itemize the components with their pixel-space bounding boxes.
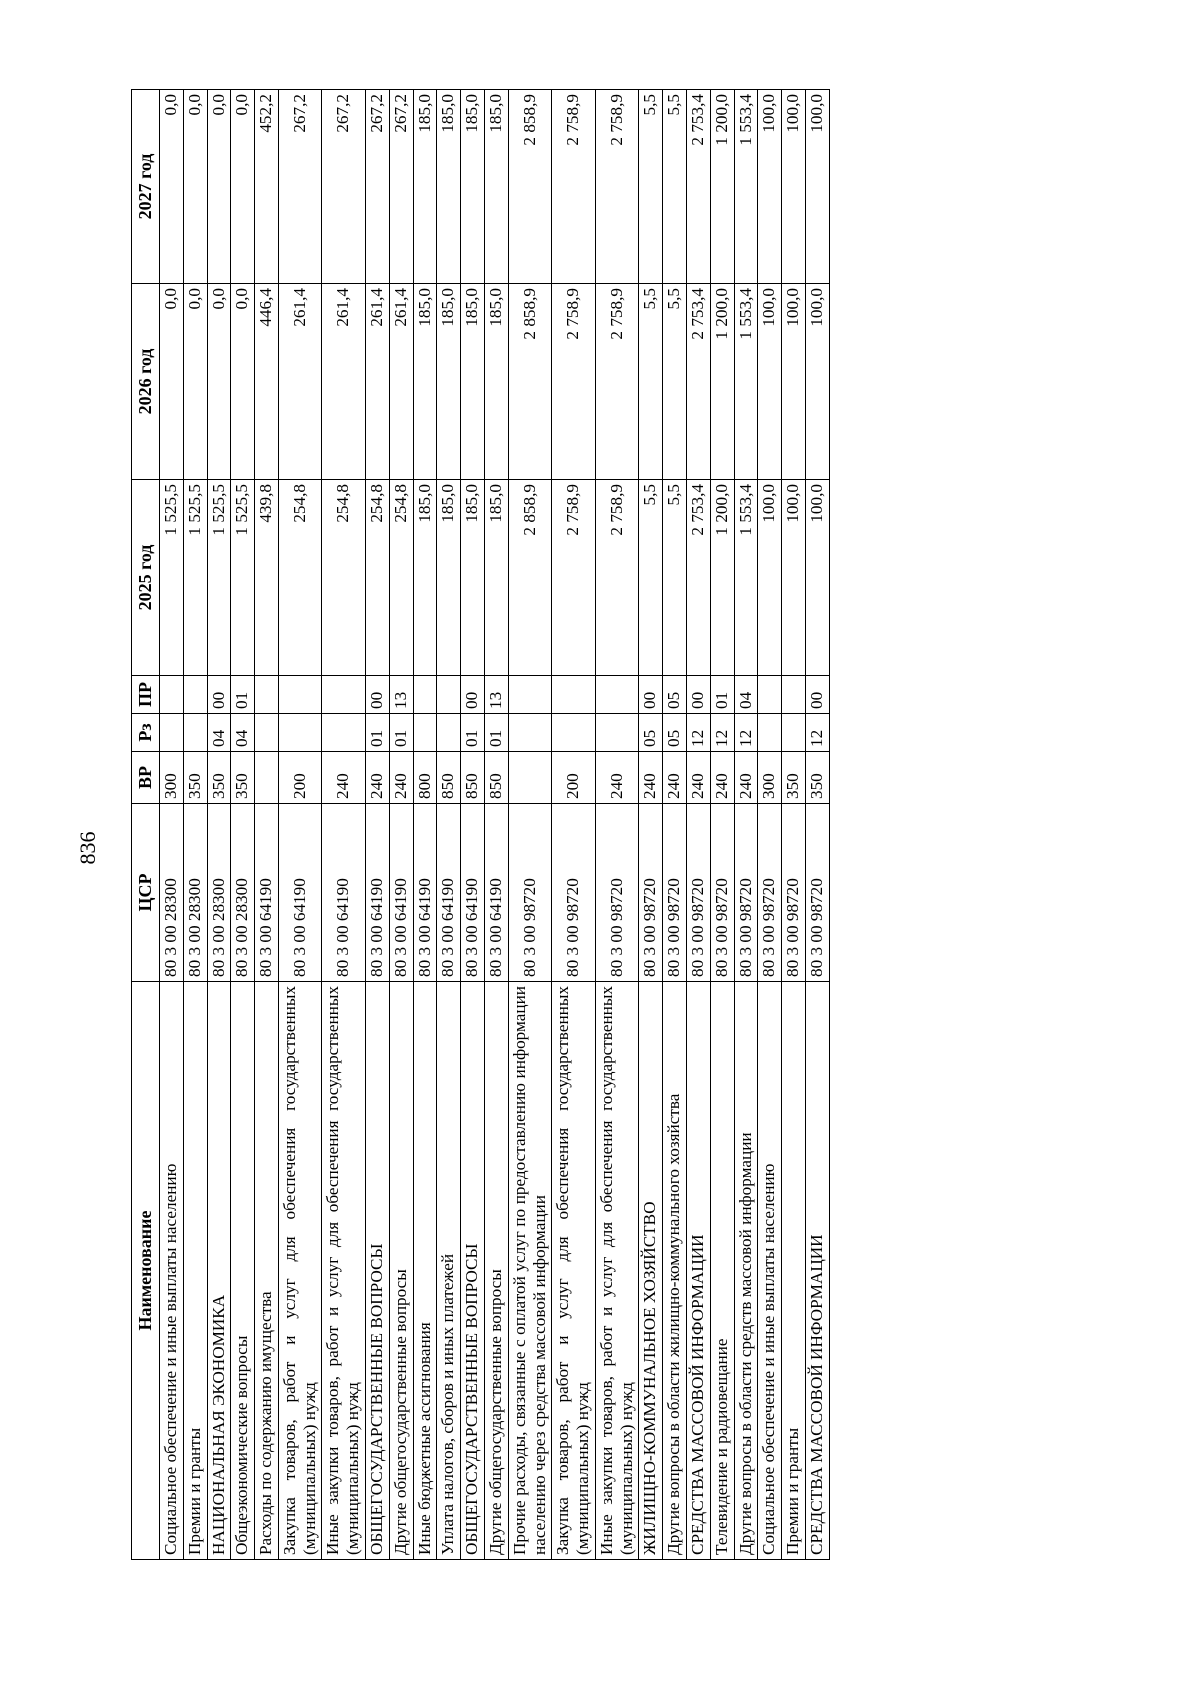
cell-pr: 13 <box>484 676 508 714</box>
cell-csr: 80 3 00 28300 <box>183 804 207 982</box>
header-name: Наименование <box>132 982 160 1560</box>
cell-csr: 80 3 00 98720 <box>595 804 639 982</box>
cell-vr: 850 <box>484 752 508 804</box>
cell-2025: 5,5 <box>663 480 687 676</box>
cell-csr: 80 3 00 98720 <box>782 804 806 982</box>
cell-vr: 350 <box>231 752 255 804</box>
cell-vr: 240 <box>322 752 366 804</box>
cell-vr: 240 <box>686 752 710 804</box>
cell-2026: 0,0 <box>160 284 184 480</box>
table-row <box>413 90 437 1560</box>
cell-2026: 5,5 <box>663 284 687 480</box>
cell-2027: 0,0 <box>207 90 231 284</box>
cell-csr: 80 3 00 98720 <box>508 804 552 982</box>
cell-rz <box>552 714 596 752</box>
cell-pr <box>160 676 184 714</box>
cell-2026: 185,0 <box>413 284 437 480</box>
cell-name: СРЕДСТВА МАССОВОЙ ИНФОРМАЦИИ <box>686 982 710 1560</box>
cell-rz <box>758 714 782 752</box>
cell-csr: 80 3 00 98720 <box>805 804 829 982</box>
rotated-table-container <box>131 90 830 1560</box>
cell-pr <box>183 676 207 714</box>
cell-name: Закупка товаров, работ и услуг для обеспечения государственных (муниципальных) нужд <box>278 982 322 1560</box>
cell-csr: 80 3 00 98720 <box>663 804 687 982</box>
cell-rz: 01 <box>484 714 508 752</box>
cell-2025: 185,0 <box>484 480 508 676</box>
cell-pr <box>278 676 322 714</box>
cell-pr <box>508 676 552 714</box>
cell-2025: 254,8 <box>322 480 366 676</box>
cell-csr: 80 3 00 28300 <box>160 804 184 982</box>
cell-2025: 1 525,5 <box>207 480 231 676</box>
cell-2026: 0,0 <box>231 284 255 480</box>
table-row <box>734 90 758 1560</box>
table-row <box>686 90 710 1560</box>
table-row <box>663 90 687 1560</box>
cell-pr <box>437 676 461 714</box>
cell-2027: 2 758,9 <box>552 90 596 284</box>
cell-2027: 100,0 <box>758 90 782 284</box>
cell-2025: 2 753,4 <box>686 480 710 676</box>
cell-vr: 800 <box>413 752 437 804</box>
cell-name: Телевидение и радиовещание <box>710 982 734 1560</box>
cell-2026: 2 758,9 <box>552 284 596 480</box>
cell-rz <box>183 714 207 752</box>
cell-name: Другие общегосударственные вопросы <box>484 982 508 1560</box>
table-row <box>805 90 829 1560</box>
cell-pr: 00 <box>366 676 390 714</box>
cell-2026: 185,0 <box>461 284 485 480</box>
cell-name: Иные закупки товаров, работ и услуг для обеспечения государственных (муниципальных) нужд <box>322 982 366 1560</box>
cell-rz <box>413 714 437 752</box>
cell-name: Общеэкономические вопросы <box>231 982 255 1560</box>
cell-name: Другие вопросы в области средств массовой информации <box>734 982 758 1560</box>
cell-rz <box>322 714 366 752</box>
cell-vr: 240 <box>389 752 413 804</box>
cell-pr <box>413 676 437 714</box>
cell-2027: 185,0 <box>484 90 508 284</box>
cell-pr <box>595 676 639 714</box>
cell-csr: 80 3 00 64190 <box>484 804 508 982</box>
cell-2025: 1 525,5 <box>183 480 207 676</box>
cell-2027: 267,2 <box>278 90 322 284</box>
cell-pr: 05 <box>663 676 687 714</box>
cell-vr: 850 <box>461 752 485 804</box>
cell-rz: 05 <box>639 714 663 752</box>
cell-csr: 80 3 00 64190 <box>461 804 485 982</box>
cell-rz: 12 <box>805 714 829 752</box>
cell-csr: 80 3 00 98720 <box>686 804 710 982</box>
header-pr: ПР <box>132 676 160 714</box>
cell-2027: 267,2 <box>366 90 390 284</box>
cell-rz: 12 <box>710 714 734 752</box>
cell-2027: 100,0 <box>782 90 806 284</box>
header-2026: 2026 год <box>132 284 160 480</box>
cell-pr <box>322 676 366 714</box>
cell-name: Уплата налогов, сборов и иных платежей <box>437 982 461 1560</box>
cell-pr <box>552 676 596 714</box>
cell-2025: 254,8 <box>389 480 413 676</box>
header-rz: Рз <box>132 714 160 752</box>
table-row <box>389 90 413 1560</box>
cell-rz: 04 <box>207 714 231 752</box>
cell-name: Иные бюджетные ассигнования <box>413 982 437 1560</box>
cell-2027: 185,0 <box>461 90 485 284</box>
table-row <box>278 90 322 1560</box>
cell-2025: 1 525,5 <box>160 480 184 676</box>
cell-pr: 01 <box>710 676 734 714</box>
cell-csr: 80 3 00 98720 <box>734 804 758 982</box>
cell-csr: 80 3 00 98720 <box>758 804 782 982</box>
table-row <box>461 90 485 1560</box>
cell-name: Премии и гранты <box>782 982 806 1560</box>
cell-vr: 850 <box>437 752 461 804</box>
cell-2026: 185,0 <box>484 284 508 480</box>
cell-2027: 2 858,9 <box>508 90 552 284</box>
cell-rz <box>595 714 639 752</box>
table-row <box>484 90 508 1560</box>
cell-name: Другие общегосударственные вопросы <box>389 982 413 1560</box>
cell-csr: 80 3 00 64190 <box>366 804 390 982</box>
table-row <box>782 90 806 1560</box>
cell-name: Социальное обеспечение и иные выплаты населению <box>160 982 184 1560</box>
table-body <box>160 90 830 1560</box>
cell-2025: 1 200,0 <box>710 480 734 676</box>
cell-name: СРЕДСТВА МАССОВОЙ ИНФОРМАЦИИ <box>805 982 829 1560</box>
cell-2027: 2 753,4 <box>686 90 710 284</box>
cell-rz: 04 <box>231 714 255 752</box>
table-row <box>183 90 207 1560</box>
cell-vr: 240 <box>595 752 639 804</box>
table-row <box>508 90 552 1560</box>
cell-csr: 80 3 00 64190 <box>413 804 437 982</box>
cell-2027: 0,0 <box>160 90 184 284</box>
cell-2025: 185,0 <box>461 480 485 676</box>
cell-vr <box>508 752 552 804</box>
cell-2025: 100,0 <box>758 480 782 676</box>
cell-2027: 0,0 <box>183 90 207 284</box>
cell-2027: 452,2 <box>255 90 279 284</box>
cell-2026: 261,4 <box>322 284 366 480</box>
cell-2027: 1 200,0 <box>710 90 734 284</box>
table-row <box>322 90 366 1560</box>
cell-csr: 80 3 00 28300 <box>207 804 231 982</box>
cell-2025: 1 525,5 <box>231 480 255 676</box>
cell-2026: 0,0 <box>207 284 231 480</box>
cell-csr: 80 3 00 64190 <box>437 804 461 982</box>
cell-rz <box>437 714 461 752</box>
cell-pr: 00 <box>207 676 231 714</box>
cell-vr: 300 <box>758 752 782 804</box>
cell-pr: 00 <box>686 676 710 714</box>
table-row <box>595 90 639 1560</box>
cell-vr: 240 <box>663 752 687 804</box>
table-row <box>207 90 231 1560</box>
cell-2025: 1 553,4 <box>734 480 758 676</box>
cell-csr: 80 3 00 98720 <box>710 804 734 982</box>
cell-2026: 100,0 <box>758 284 782 480</box>
cell-2027: 2 758,9 <box>595 90 639 284</box>
cell-name: НАЦИОНАЛЬНАЯ ЭКОНОМИКА <box>207 982 231 1560</box>
cell-rz <box>255 714 279 752</box>
cell-2026: 5,5 <box>639 284 663 480</box>
cell-rz <box>782 714 806 752</box>
cell-2026: 1 200,0 <box>710 284 734 480</box>
header-vr: ВР <box>132 752 160 804</box>
table-row <box>437 90 461 1560</box>
cell-2026: 261,4 <box>389 284 413 480</box>
table-header-row <box>132 90 160 1560</box>
cell-vr: 350 <box>782 752 806 804</box>
cell-pr: 13 <box>389 676 413 714</box>
cell-2025: 185,0 <box>437 480 461 676</box>
cell-name: Прочие расходы, связанные с оплатой услуг по предоставлению информации населению через средства массовой информации <box>508 982 552 1560</box>
cell-2025: 254,8 <box>278 480 322 676</box>
cell-csr: 80 3 00 98720 <box>639 804 663 982</box>
cell-name: ОБЩЕГОСУДАРСТВЕННЫЕ ВОПРОСЫ <box>461 982 485 1560</box>
table-row <box>758 90 782 1560</box>
cell-2026: 0,0 <box>183 284 207 480</box>
cell-csr: 80 3 00 64190 <box>278 804 322 982</box>
cell-rz <box>508 714 552 752</box>
cell-vr: 240 <box>366 752 390 804</box>
table-row <box>160 90 184 1560</box>
cell-2025: 100,0 <box>805 480 829 676</box>
table-row <box>231 90 255 1560</box>
cell-pr: 00 <box>639 676 663 714</box>
cell-csr: 80 3 00 28300 <box>231 804 255 982</box>
cell-2026: 2 758,9 <box>595 284 639 480</box>
cell-pr: 00 <box>805 676 829 714</box>
cell-vr: 350 <box>805 752 829 804</box>
cell-name: Социальное обеспечение и иные выплаты населению <box>758 982 782 1560</box>
cell-pr <box>255 676 279 714</box>
cell-vr <box>255 752 279 804</box>
header-2025: 2025 год <box>132 480 160 676</box>
table-row <box>255 90 279 1560</box>
cell-csr: 80 3 00 64190 <box>322 804 366 982</box>
page-number: 836 <box>75 831 100 865</box>
cell-rz <box>160 714 184 752</box>
cell-rz: 01 <box>461 714 485 752</box>
cell-pr <box>782 676 806 714</box>
cell-2026: 100,0 <box>805 284 829 480</box>
cell-2027: 267,2 <box>322 90 366 284</box>
cell-name: Премии и гранты <box>183 982 207 1560</box>
cell-rz: 05 <box>663 714 687 752</box>
cell-vr: 240 <box>710 752 734 804</box>
cell-pr <box>758 676 782 714</box>
cell-2026: 2 858,9 <box>508 284 552 480</box>
cell-pr: 01 <box>231 676 255 714</box>
cell-2027: 1 553,4 <box>734 90 758 284</box>
cell-2025: 100,0 <box>782 480 806 676</box>
cell-2025: 5,5 <box>639 480 663 676</box>
cell-name: Закупка товаров, работ и услуг для обеспечения государственных (муниципальных) нужд <box>552 982 596 1560</box>
cell-vr: 200 <box>278 752 322 804</box>
cell-vr: 200 <box>552 752 596 804</box>
cell-vr: 300 <box>160 752 184 804</box>
cell-name: Другие вопросы в области жилищно-коммунального хозяйства <box>663 982 687 1560</box>
cell-rz: 01 <box>366 714 390 752</box>
cell-2025: 2 758,9 <box>595 480 639 676</box>
cell-2026: 261,4 <box>278 284 322 480</box>
cell-2026: 185,0 <box>437 284 461 480</box>
cell-2026: 261,4 <box>366 284 390 480</box>
header-csr: ЦСР <box>132 804 160 982</box>
cell-2027: 267,2 <box>389 90 413 284</box>
cell-2027: 0,0 <box>231 90 255 284</box>
table-row <box>639 90 663 1560</box>
cell-2027: 100,0 <box>805 90 829 284</box>
cell-2026: 2 753,4 <box>686 284 710 480</box>
cell-2027: 185,0 <box>437 90 461 284</box>
budget-table <box>131 89 830 1560</box>
cell-name: ЖИЛИЩНО-КОММУНАЛЬНОЕ ХОЗЯЙСТВО <box>639 982 663 1560</box>
cell-name: ОБЩЕГОСУДАРСТВЕННЫЕ ВОПРОСЫ <box>366 982 390 1560</box>
cell-2026: 1 553,4 <box>734 284 758 480</box>
cell-2026: 100,0 <box>782 284 806 480</box>
cell-csr: 80 3 00 64190 <box>389 804 413 982</box>
cell-2025: 185,0 <box>413 480 437 676</box>
cell-pr: 04 <box>734 676 758 714</box>
cell-rz: 01 <box>389 714 413 752</box>
cell-vr: 240 <box>639 752 663 804</box>
cell-2027: 5,5 <box>639 90 663 284</box>
cell-csr: 80 3 00 98720 <box>552 804 596 982</box>
cell-2027: 5,5 <box>663 90 687 284</box>
cell-2025: 254,8 <box>366 480 390 676</box>
cell-2025: 2 758,9 <box>552 480 596 676</box>
cell-vr: 350 <box>183 752 207 804</box>
cell-2027: 185,0 <box>413 90 437 284</box>
table-row <box>552 90 596 1560</box>
header-2027: 2027 год <box>132 90 160 284</box>
cell-2026: 446,4 <box>255 284 279 480</box>
cell-name: Иные закупки товаров, работ и услуг для обеспечения государственных (муниципальных) нужд <box>595 982 639 1560</box>
table-row <box>710 90 734 1560</box>
cell-rz: 12 <box>686 714 710 752</box>
cell-rz: 12 <box>734 714 758 752</box>
cell-rz <box>278 714 322 752</box>
cell-pr: 00 <box>461 676 485 714</box>
table-row <box>366 90 390 1560</box>
cell-name: Расходы по содержанию имущества <box>255 982 279 1560</box>
cell-csr: 80 3 00 64190 <box>255 804 279 982</box>
cell-vr: 240 <box>734 752 758 804</box>
cell-2025: 2 858,9 <box>508 480 552 676</box>
cell-2025: 439,8 <box>255 480 279 676</box>
cell-vr: 350 <box>207 752 231 804</box>
